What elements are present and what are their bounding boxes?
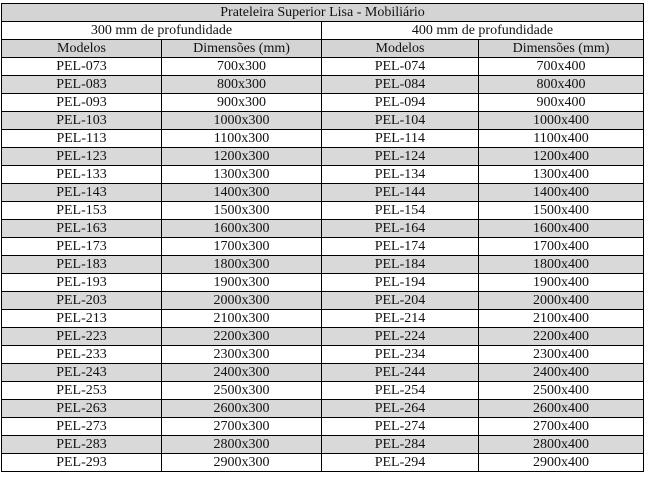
table-title-row xyxy=(2,4,644,22)
dimension-300-cell: 2100x300 xyxy=(162,310,322,328)
dimension-300-cell: 800x300 xyxy=(162,76,322,94)
dimension-300-cell: 1600x300 xyxy=(162,220,322,238)
model-400-cell: PEL-084 xyxy=(322,76,479,94)
table-row xyxy=(2,112,644,130)
dimension-400-cell: 1400x400 xyxy=(479,184,644,202)
column-header-dimensions-300: Dimensões (mm) xyxy=(162,40,322,58)
model-300-cell: PEL-213 xyxy=(2,310,162,328)
model-300-cell: PEL-163 xyxy=(2,220,162,238)
table-row xyxy=(2,346,644,364)
table-title: Prateleira Superior Lisa - Mobiliário xyxy=(2,4,644,22)
model-400-cell: PEL-284 xyxy=(322,436,479,454)
model-300-cell: PEL-123 xyxy=(2,148,162,166)
model-400-cell: PEL-124 xyxy=(322,148,479,166)
model-400-cell: PEL-174 xyxy=(322,238,479,256)
model-400-cell: PEL-274 xyxy=(322,418,479,436)
model-300-cell: PEL-183 xyxy=(2,256,162,274)
dimension-300-cell: 900x300 xyxy=(162,94,322,112)
model-400-cell: PEL-224 xyxy=(322,328,479,346)
table-row xyxy=(2,400,644,418)
table-row xyxy=(2,310,644,328)
model-300-cell: PEL-113 xyxy=(2,130,162,148)
model-300-cell: PEL-243 xyxy=(2,364,162,382)
dimension-300-cell: 1500x300 xyxy=(162,202,322,220)
dimension-300-cell: 1200x300 xyxy=(162,148,322,166)
table-row xyxy=(2,76,644,94)
dimension-300-cell: 2900x300 xyxy=(162,454,322,472)
model-300-cell: PEL-133 xyxy=(2,166,162,184)
dimension-400-cell: 1900x400 xyxy=(479,274,644,292)
model-300-cell: PEL-173 xyxy=(2,238,162,256)
dimension-400-cell: 2200x400 xyxy=(479,328,644,346)
model-400-cell: PEL-264 xyxy=(322,400,479,418)
table-row xyxy=(2,436,644,454)
dimension-400-cell: 1100x400 xyxy=(479,130,644,148)
dimension-300-cell: 1800x300 xyxy=(162,256,322,274)
model-300-cell: PEL-253 xyxy=(2,382,162,400)
dimension-400-cell: 1000x400 xyxy=(479,112,644,130)
dimension-300-cell: 2600x300 xyxy=(162,400,322,418)
group-300mm-label: 300 mm de profundidade xyxy=(2,22,322,40)
dimension-400-cell: 2400x400 xyxy=(479,364,644,382)
dimension-300-cell: 1000x300 xyxy=(162,112,322,130)
dimension-400-cell: 2700x400 xyxy=(479,418,644,436)
model-400-cell: PEL-074 xyxy=(322,58,479,76)
dimension-400-cell: 1700x400 xyxy=(479,238,644,256)
model-400-cell: PEL-154 xyxy=(322,202,479,220)
depth-group-row xyxy=(2,22,644,40)
table-row xyxy=(2,382,644,400)
model-300-cell: PEL-193 xyxy=(2,274,162,292)
table-row xyxy=(2,238,644,256)
dimension-300-cell: 2500x300 xyxy=(162,382,322,400)
model-300-cell: PEL-073 xyxy=(2,58,162,76)
column-header-models-300: Modelos xyxy=(2,40,162,58)
model-400-cell: PEL-104 xyxy=(322,112,479,130)
model-300-cell: PEL-103 xyxy=(2,112,162,130)
dimension-400-cell: 2800x400 xyxy=(479,436,644,454)
dimension-300-cell: 2400x300 xyxy=(162,364,322,382)
dimension-400-cell: 2600x400 xyxy=(479,400,644,418)
dimension-400-cell: 800x400 xyxy=(479,76,644,94)
table-row xyxy=(2,418,644,436)
dimension-400-cell: 2300x400 xyxy=(479,346,644,364)
model-400-cell: PEL-204 xyxy=(322,292,479,310)
model-300-cell: PEL-083 xyxy=(2,76,162,94)
model-400-cell: PEL-184 xyxy=(322,256,479,274)
model-400-cell: PEL-194 xyxy=(322,274,479,292)
dimension-400-cell: 1600x400 xyxy=(479,220,644,238)
model-300-cell: PEL-203 xyxy=(2,292,162,310)
dimension-400-cell: 2900x400 xyxy=(479,454,644,472)
model-300-cell: PEL-153 xyxy=(2,202,162,220)
model-300-cell: PEL-263 xyxy=(2,400,162,418)
table-row xyxy=(2,94,644,112)
model-400-cell: PEL-294 xyxy=(322,454,479,472)
dimension-400-cell: 1800x400 xyxy=(479,256,644,274)
dimension-400-cell: 900x400 xyxy=(479,94,644,112)
model-300-cell: PEL-233 xyxy=(2,346,162,364)
model-300-cell: PEL-283 xyxy=(2,436,162,454)
dimension-400-cell: 2100x400 xyxy=(479,310,644,328)
model-400-cell: PEL-144 xyxy=(322,184,479,202)
column-header-row xyxy=(2,40,644,58)
table-row xyxy=(2,148,644,166)
model-400-cell: PEL-134 xyxy=(322,166,479,184)
spec-table-container xyxy=(1,3,643,472)
dimension-300-cell: 1400x300 xyxy=(162,184,322,202)
table-row xyxy=(2,130,644,148)
dimension-300-cell: 2300x300 xyxy=(162,346,322,364)
table-row xyxy=(2,274,644,292)
dimension-300-cell: 2700x300 xyxy=(162,418,322,436)
model-300-cell: PEL-293 xyxy=(2,454,162,472)
model-400-cell: PEL-254 xyxy=(322,382,479,400)
model-300-cell: PEL-273 xyxy=(2,418,162,436)
table-row xyxy=(2,184,644,202)
table-row xyxy=(2,58,644,76)
model-300-cell: PEL-143 xyxy=(2,184,162,202)
model-400-cell: PEL-164 xyxy=(322,220,479,238)
dimension-300-cell: 700x300 xyxy=(162,58,322,76)
model-300-cell: PEL-223 xyxy=(2,328,162,346)
dimension-300-cell: 2000x300 xyxy=(162,292,322,310)
column-header-models-400: Modelos xyxy=(322,40,479,58)
dimension-300-cell: 1100x300 xyxy=(162,130,322,148)
table-row xyxy=(2,202,644,220)
dimension-400-cell: 1300x400 xyxy=(479,166,644,184)
dimension-300-cell: 1300x300 xyxy=(162,166,322,184)
table-row xyxy=(2,166,644,184)
dimension-400-cell: 1200x400 xyxy=(479,148,644,166)
table-row xyxy=(2,256,644,274)
model-400-cell: PEL-214 xyxy=(322,310,479,328)
table-row xyxy=(2,364,644,382)
column-header-dimensions-400: Dimensões (mm) xyxy=(479,40,644,58)
model-400-cell: PEL-234 xyxy=(322,346,479,364)
spec-table xyxy=(1,3,644,472)
table-row xyxy=(2,328,644,346)
dimension-300-cell: 1900x300 xyxy=(162,274,322,292)
dimension-400-cell: 2500x400 xyxy=(479,382,644,400)
model-400-cell: PEL-094 xyxy=(322,94,479,112)
dimension-400-cell: 2000x400 xyxy=(479,292,644,310)
table-row xyxy=(2,454,644,472)
dimension-300-cell: 2800x300 xyxy=(162,436,322,454)
dimension-400-cell: 700x400 xyxy=(479,58,644,76)
model-400-cell: PEL-114 xyxy=(322,130,479,148)
table-row xyxy=(2,292,644,310)
dimension-400-cell: 1500x400 xyxy=(479,202,644,220)
dimension-300-cell: 1700x300 xyxy=(162,238,322,256)
dimension-300-cell: 2200x300 xyxy=(162,328,322,346)
table-row xyxy=(2,220,644,238)
group-400mm-label: 400 mm de profundidade xyxy=(322,22,644,40)
model-300-cell: PEL-093 xyxy=(2,94,162,112)
model-400-cell: PEL-244 xyxy=(322,364,479,382)
